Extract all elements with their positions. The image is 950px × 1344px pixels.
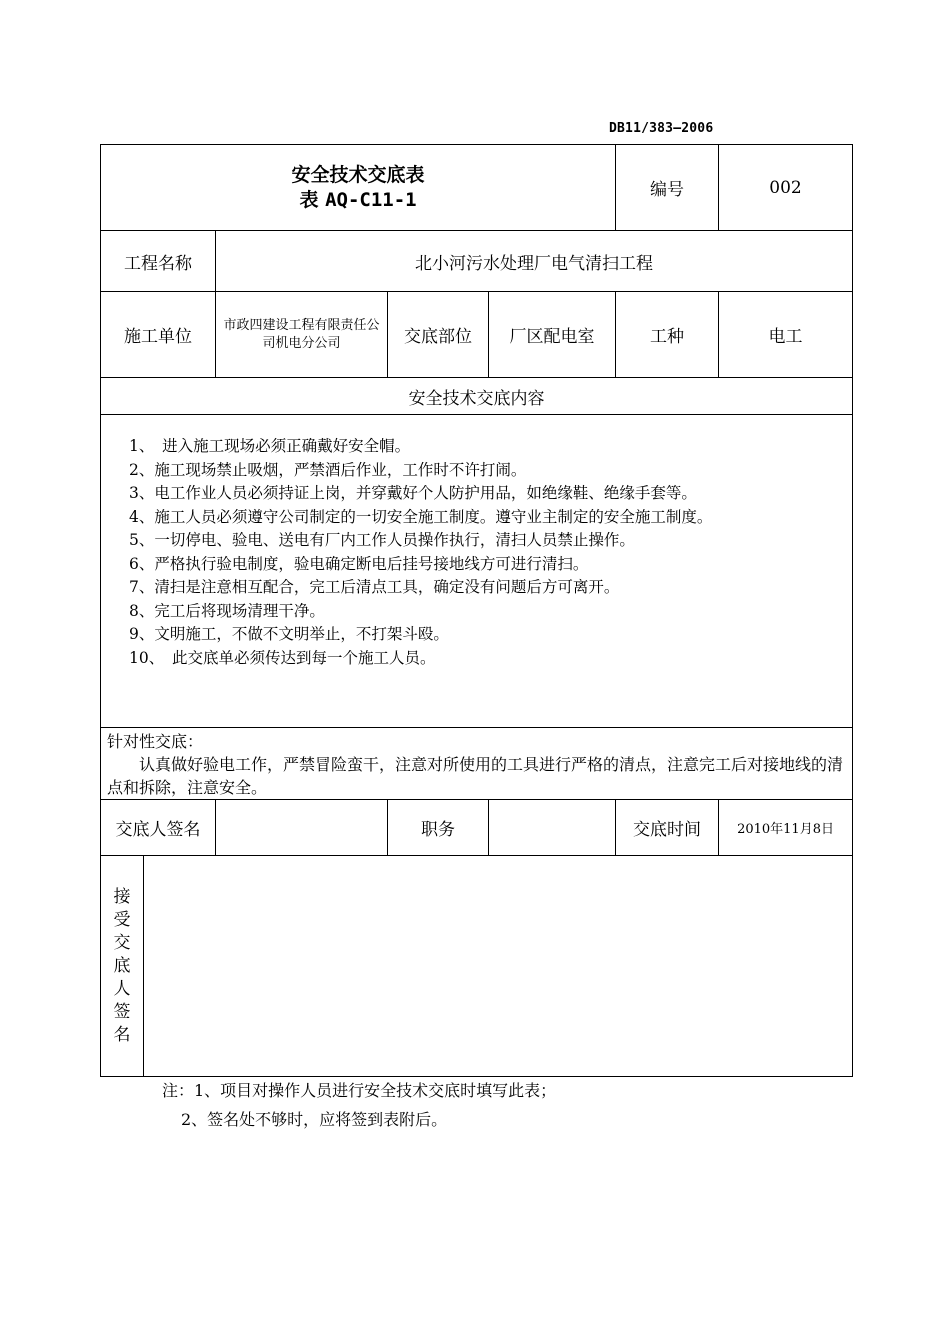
- form-title-line2: 表 AQ-C11-1: [299, 188, 417, 211]
- list-item: 1、 进入施工现场必须正确戴好安全帽。: [129, 437, 411, 455]
- list-item: 4、施工人员必须遵守公司制定的一切安全施工制度。遵守业主制定的安全施工制度。: [129, 507, 713, 526]
- receiver-sign-label-cell: [101, 856, 144, 1077]
- location-value: 厂区配电室: [489, 292, 616, 378]
- list-item: 8、完工后将现场清理干净。: [129, 601, 325, 620]
- receiver-sign-field[interactable]: [144, 856, 853, 1077]
- trade-label: 工种: [616, 292, 719, 378]
- standard-code: DB11/383—2006: [609, 121, 714, 136]
- safety-disclosure-form: [100, 144, 853, 1077]
- content-header: 安全技术交底内容: [101, 378, 853, 415]
- position-field[interactable]: [489, 800, 616, 856]
- list-item: 3、电工作业人员必须持证上岗，并穿戴好个人防护用品，如绝缘鞋、绝缘手套等。: [129, 484, 697, 502]
- list-item: 5、一切停电、验电、送电有厂内工作人员操作执行，清扫人员禁止操作。: [129, 531, 635, 549]
- position-label: 职务: [388, 800, 489, 856]
- form-title: [101, 145, 616, 231]
- list-item: 7、清扫是注意相互配合，完工后清点工具，确定没有问题后方可离开。: [129, 578, 620, 596]
- targeted-label: 针对性交底：: [107, 732, 204, 751]
- unit-label: 施工单位: [101, 292, 216, 378]
- location-label: 交底部位: [388, 292, 489, 378]
- footnote-1: 注：1、项目对操作人员进行安全技术交底时填写此表；: [162, 1081, 557, 1100]
- number-value: 002: [719, 145, 853, 231]
- discloser-sign-field[interactable]: [216, 800, 388, 856]
- project-label: 工程名称: [101, 231, 216, 292]
- discloser-sign-label: 交底人签名: [101, 800, 216, 856]
- list-item: 2、施工现场禁止吸烟，严禁酒后作业，工作时不许打闹。: [129, 460, 527, 479]
- time-value: 2010年11月8日: [719, 800, 853, 856]
- content-list: [101, 415, 853, 728]
- trade-value: 电工: [719, 292, 853, 378]
- targeted-disclosure: [101, 728, 853, 800]
- targeted-text: 认真做好验电工作，严禁冒险蛮干，注意对所使用的工具进行严格的清点，注意完工后对接地线的清点和拆除，注意安全。: [107, 755, 844, 797]
- unit-value: 市政四建设工程有限责任公司机电分公司: [216, 292, 388, 378]
- footnotes: [162, 1076, 556, 1134]
- footnote-2: 2、签名处不够时，应将签到表附后。: [181, 1110, 448, 1129]
- list-item: 10、 此交底单必须传达到每一个施工人员。: [129, 648, 436, 667]
- list-item: 9、文明施工，不做不文明举止，不打架斗殴。: [129, 625, 449, 643]
- time-label: 交底时间: [616, 800, 719, 856]
- project-value: 北小河污水处理厂电气清扫工程: [216, 231, 853, 292]
- list-item: 6、严格执行验电制度，验电确定断电后挂号接地线方可进行清扫。: [129, 554, 589, 573]
- form-title-line1: 安全技术交底表: [291, 163, 425, 186]
- number-label: 编号: [616, 145, 719, 231]
- receiver-sign-label: 接受交底人签名: [113, 886, 131, 1045]
